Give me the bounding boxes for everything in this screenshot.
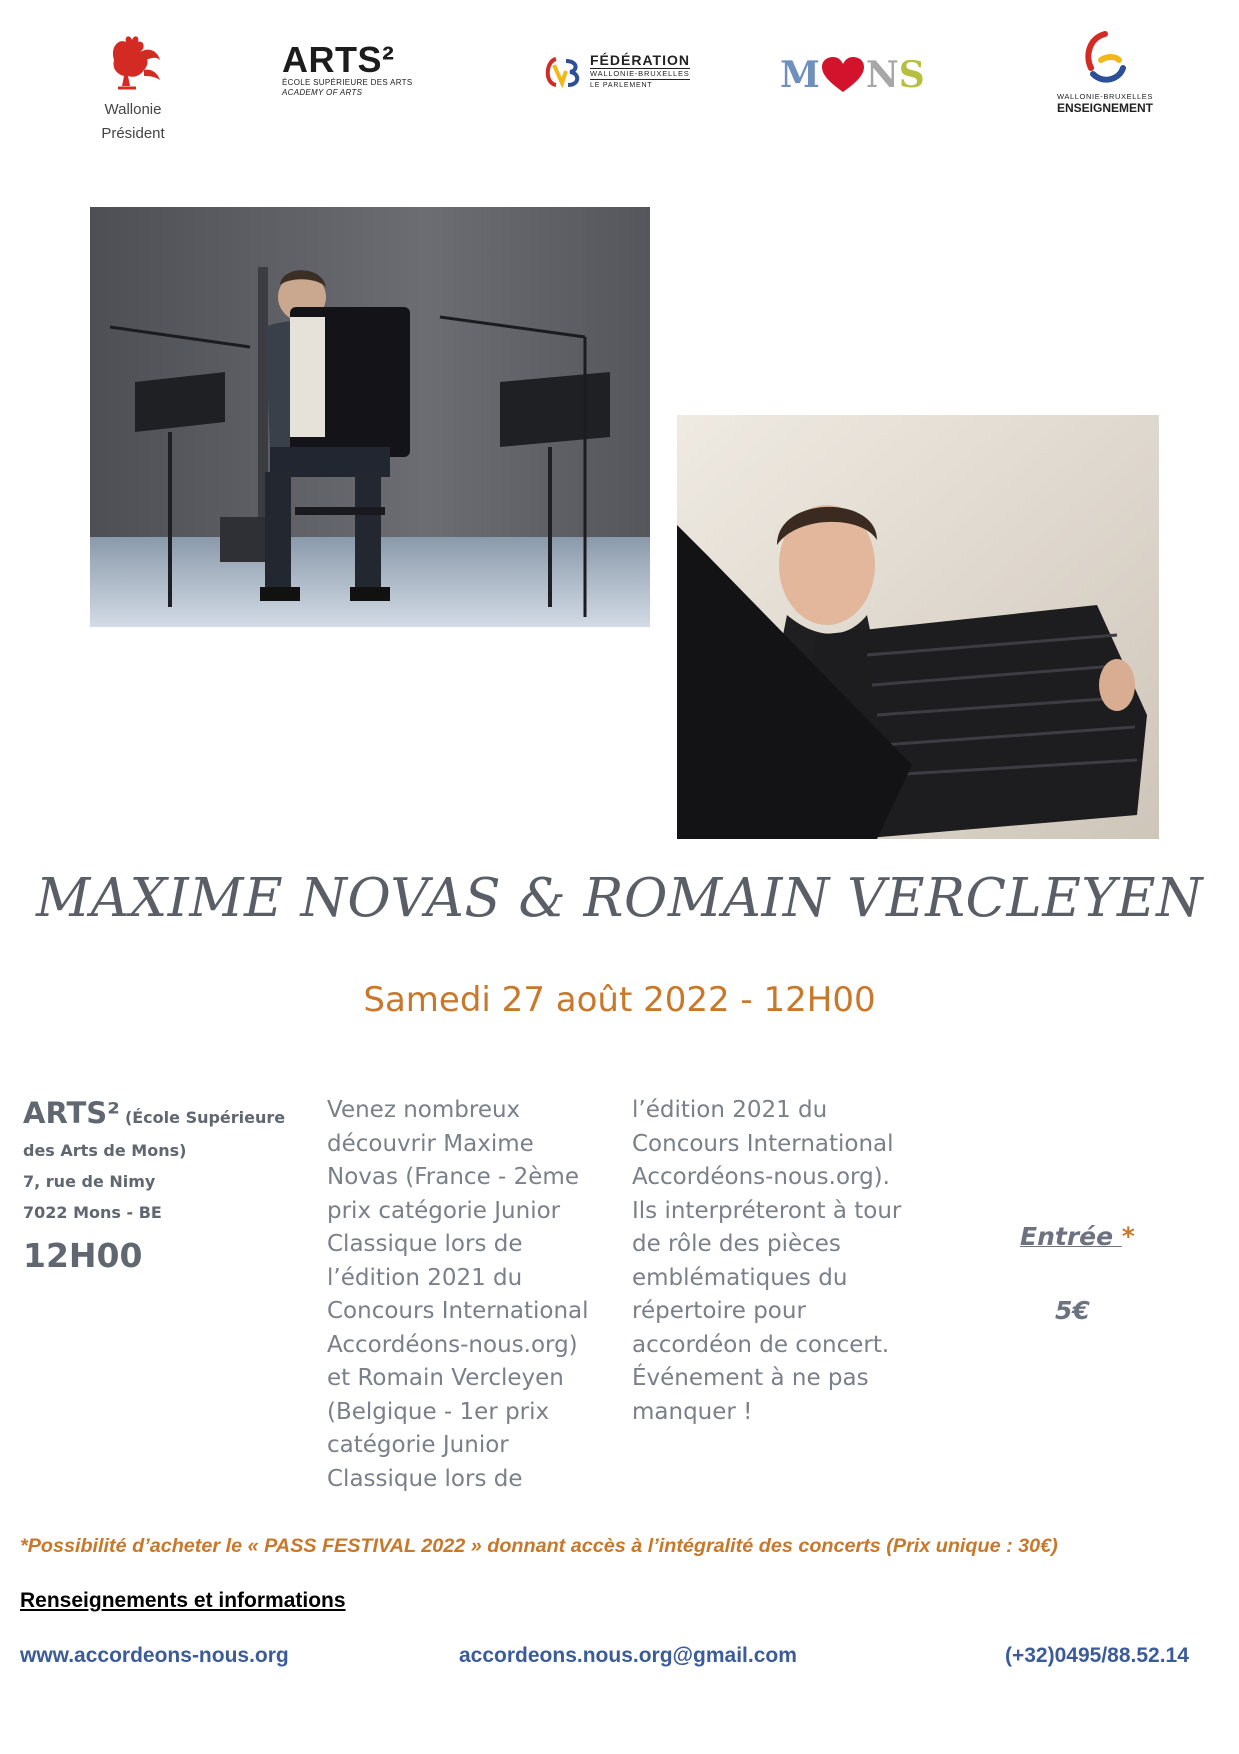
wbe-logo [1050, 30, 1160, 115]
federation-sub: WALLONIE-BRUXELLES [590, 69, 690, 78]
arts2-logo-sub-en: ACADEMY OF ARTS [282, 88, 363, 97]
description-line: Accordéons-nous.org). [632, 1164, 890, 1190]
description-line: Événement à ne pas [632, 1365, 869, 1391]
description-line: l’édition 2021 du [327, 1264, 523, 1291]
description-line: Classique lors de [327, 1465, 523, 1492]
arts2-logo-name: ARTS² [282, 39, 395, 80]
fwb-emblem-icon [542, 55, 582, 89]
description-line: catégorie Junior [327, 1432, 509, 1458]
arts2-logo [282, 39, 413, 98]
wbe-sub: WALLONIE-BRUXELLES [1057, 92, 1153, 101]
description-line: Novas (France - 2ème [327, 1164, 579, 1190]
description-line: accordéon de concert. [632, 1331, 890, 1358]
description-line: (Belgique - 1er prix [327, 1398, 550, 1425]
federation-parliament: LE PARLEMENT [590, 82, 653, 89]
entry-label-text: Entrée [1020, 1222, 1122, 1251]
mons-letter-s: S [898, 54, 925, 96]
pass-festival-note: *Possibilité d’acheter le « PASS FESTIVAL 2022 » donnant accès à l’intégralité des concerts (Prix unique : 30€) [20, 1535, 1058, 1557]
description-line: et Romain Vercleyen [327, 1365, 564, 1391]
description-line: emblématiques du [632, 1264, 848, 1291]
venue-city: 7022 Mons - BE [23, 1203, 162, 1222]
photo-maxime-novas [90, 207, 650, 627]
description-column-2 [632, 1094, 922, 1429]
wbe-title: ENSEIGNEMENT [1056, 101, 1153, 115]
arts2-logo-sub: ÉCOLE SUPÉRIEURE DES ARTS [282, 78, 413, 87]
president-label: Président [101, 125, 165, 142]
venue-block [23, 1096, 293, 1275]
entry-label [1020, 1222, 1135, 1251]
entry-price: 5€ [1055, 1296, 1090, 1325]
venue-street: 7, rue de Nimy [23, 1172, 156, 1191]
event-date: Samedi 27 août 2022 - 12H00 [363, 980, 876, 1020]
description-line: l’édition 2021 du [632, 1097, 828, 1123]
description-line: Accordéons-nous.org) [327, 1331, 578, 1358]
venue-name: ARTS² [23, 1096, 120, 1130]
rooster-icon [100, 30, 166, 94]
venue-time: 12H00 [23, 1236, 143, 1275]
email-link[interactable]: accordeons.nous.org@gmail.com [459, 1644, 797, 1667]
description-line: Concours International [327, 1298, 589, 1324]
mons-letter-m: M [780, 54, 820, 96]
wallonie-label: Wallonie [104, 101, 162, 118]
event-title: MAXIME NOVAS & ROMAIN VERCLEYEN [36, 868, 1203, 929]
heart-icon [820, 56, 866, 94]
description-line: Venez nombreux [327, 1097, 521, 1123]
website-link[interactable]: www.accordeons-nous.org [20, 1644, 289, 1667]
description-line: répertoire pour [632, 1298, 806, 1324]
mons-letter-n: N [865, 54, 899, 96]
description-line: prix catégorie Junior [327, 1197, 561, 1224]
federation-logo [542, 52, 690, 92]
description-line: de rôle des pièces [632, 1231, 841, 1257]
description-line: Classique lors de [327, 1231, 523, 1257]
description-line: manquer ! [632, 1398, 753, 1425]
photo-romain-vercleyen [677, 415, 1159, 839]
federation-title: FÉDÉRATION [590, 52, 690, 68]
venue-paren-2: des Arts de Mons) [23, 1141, 187, 1160]
venue-paren-1: (École Supérieure [124, 1108, 286, 1127]
wallonie-logo [98, 30, 168, 146]
info-heading: Renseignements et informations [20, 1589, 346, 1612]
mons-logo [780, 55, 925, 95]
description-line: découvrir Maxime [327, 1130, 534, 1157]
entry-star: * [1121, 1222, 1135, 1251]
phone-number[interactable]: (+32)0495/88.52.14 [1005, 1644, 1189, 1667]
description-line: Ils interpréteront à tour [632, 1197, 902, 1224]
description-line: Concours International [632, 1130, 894, 1157]
description-column-1 [327, 1094, 617, 1496]
wbe-emblem-icon [1079, 30, 1131, 88]
